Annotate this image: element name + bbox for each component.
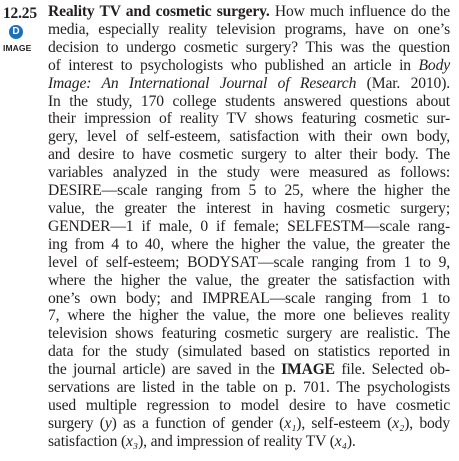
text-line: [48, 254, 450, 272]
exercise-number: 12.25: [3, 5, 37, 22]
text-segment: media, especially reality television programs, have on one’s: [48, 20, 450, 38]
text-line: [48, 3, 450, 21]
math-variable: y: [104, 414, 112, 432]
text-segment: ), self-esteem (: [296, 414, 393, 432]
text-segment: ing from 4 to 40, where the higher the value, the greater the: [48, 235, 450, 253]
text-line: [48, 57, 450, 75]
math-variable: x: [126, 432, 133, 450]
text-segment: file. Selected ob-: [334, 361, 450, 379]
text-segment: television shows featuring cosmetic surgery are realistic. The: [48, 325, 450, 343]
text-segment: level of self-esteem; BODYSAT—scale ranging from 1 to 9,: [48, 253, 450, 271]
text-segment: ), and impression of reality TV (: [138, 432, 335, 450]
text-segment: ) as a function of gender (: [111, 414, 285, 432]
data-file-reference: IMAGE: [281, 361, 335, 379]
text-line: [48, 39, 450, 57]
journal-title: Body: [418, 56, 450, 74]
text-line: [48, 379, 450, 397]
exercise-body-text: [48, 3, 450, 451]
text-segment: their impression of reality TV shows featuring cosmetic sur-: [48, 110, 450, 128]
math-variable: x: [392, 414, 399, 432]
math-variable: ₂: [398, 414, 405, 432]
text-line: [48, 236, 450, 254]
text-line: [48, 290, 450, 308]
text-line: [48, 397, 450, 415]
math-variable: ₃: [132, 432, 139, 450]
text-line: [48, 343, 450, 361]
text-segment: where the higher the value, the greater the satisfaction with: [48, 271, 450, 289]
text-line: [48, 146, 450, 164]
text-line: [48, 164, 450, 182]
title-text: Reality TV and cosmetic surgery.: [48, 3, 270, 20]
math-variable: x: [334, 432, 342, 450]
data-file-icon: D: [9, 25, 23, 39]
text-segment: DESIRE—scale ranging from 5 to 25, where the higher the: [48, 182, 450, 200]
text-line: [48, 361, 450, 379]
text-line: [48, 272, 450, 290]
data-file-label: IMAGE: [3, 43, 32, 53]
math-variable: ₁: [291, 414, 297, 432]
math-variable: x: [284, 414, 292, 432]
text-segment: satisfaction (: [48, 432, 127, 450]
text-segment: GENDER—1 if male, 0 if female; SELFESTM—scale rang-: [48, 217, 450, 235]
text-segment: ), body: [404, 414, 450, 432]
text-line: [48, 75, 450, 93]
text-segment: In the study, 170 college students answered questions about: [48, 92, 450, 110]
text-segment: surgery (: [48, 414, 105, 432]
text-line: [48, 325, 450, 343]
text-line: [48, 128, 450, 146]
text-line: [48, 433, 450, 451]
text-line: [48, 110, 450, 128]
math-variable: ₄: [341, 432, 347, 450]
text-segment: gery, level of self-esteem, satisfaction with their own body,: [48, 128, 450, 146]
text-segment: 7, where the higher the value, the more one believes reality: [48, 307, 450, 325]
text-segment: (Mar. 2010).: [356, 74, 450, 92]
text-segment: the journal article) are saved in the: [48, 361, 282, 379]
text-segment: decision to undergo cosmetic surgery? This was the question: [48, 38, 450, 56]
text-line: [48, 200, 450, 218]
text-segment: of interest to psychologists who published an article in: [48, 56, 419, 74]
text-segment: one’s own body; and IMPREAL—scale ranging from 1 to: [48, 289, 450, 307]
text-line: [48, 307, 450, 325]
text-line: [48, 218, 450, 236]
text-segment: How much influence do the: [269, 3, 450, 20]
text-segment: data for the study (simulated based on statistics reported in: [48, 343, 450, 361]
text-line: [48, 93, 450, 111]
text-segment: value, the greater the interest in having cosmetic surgery;: [48, 199, 450, 217]
journal-title: Image: An International Journal of Research: [48, 74, 357, 92]
text-line: [48, 415, 450, 433]
text-segment: variables analyzed in the study were measured as follows:: [48, 164, 450, 182]
text-segment: used multiple regression to model desire to have cosmetic: [48, 396, 450, 414]
text-segment: and desire to have cosmetic surgery to alter their body. The: [48, 146, 450, 164]
text-segment: servations are listed in the table on p. 701. The psychologists: [48, 379, 450, 397]
text-segment: ).: [346, 432, 356, 450]
text-line: [48, 21, 450, 39]
text-line: [48, 182, 450, 200]
